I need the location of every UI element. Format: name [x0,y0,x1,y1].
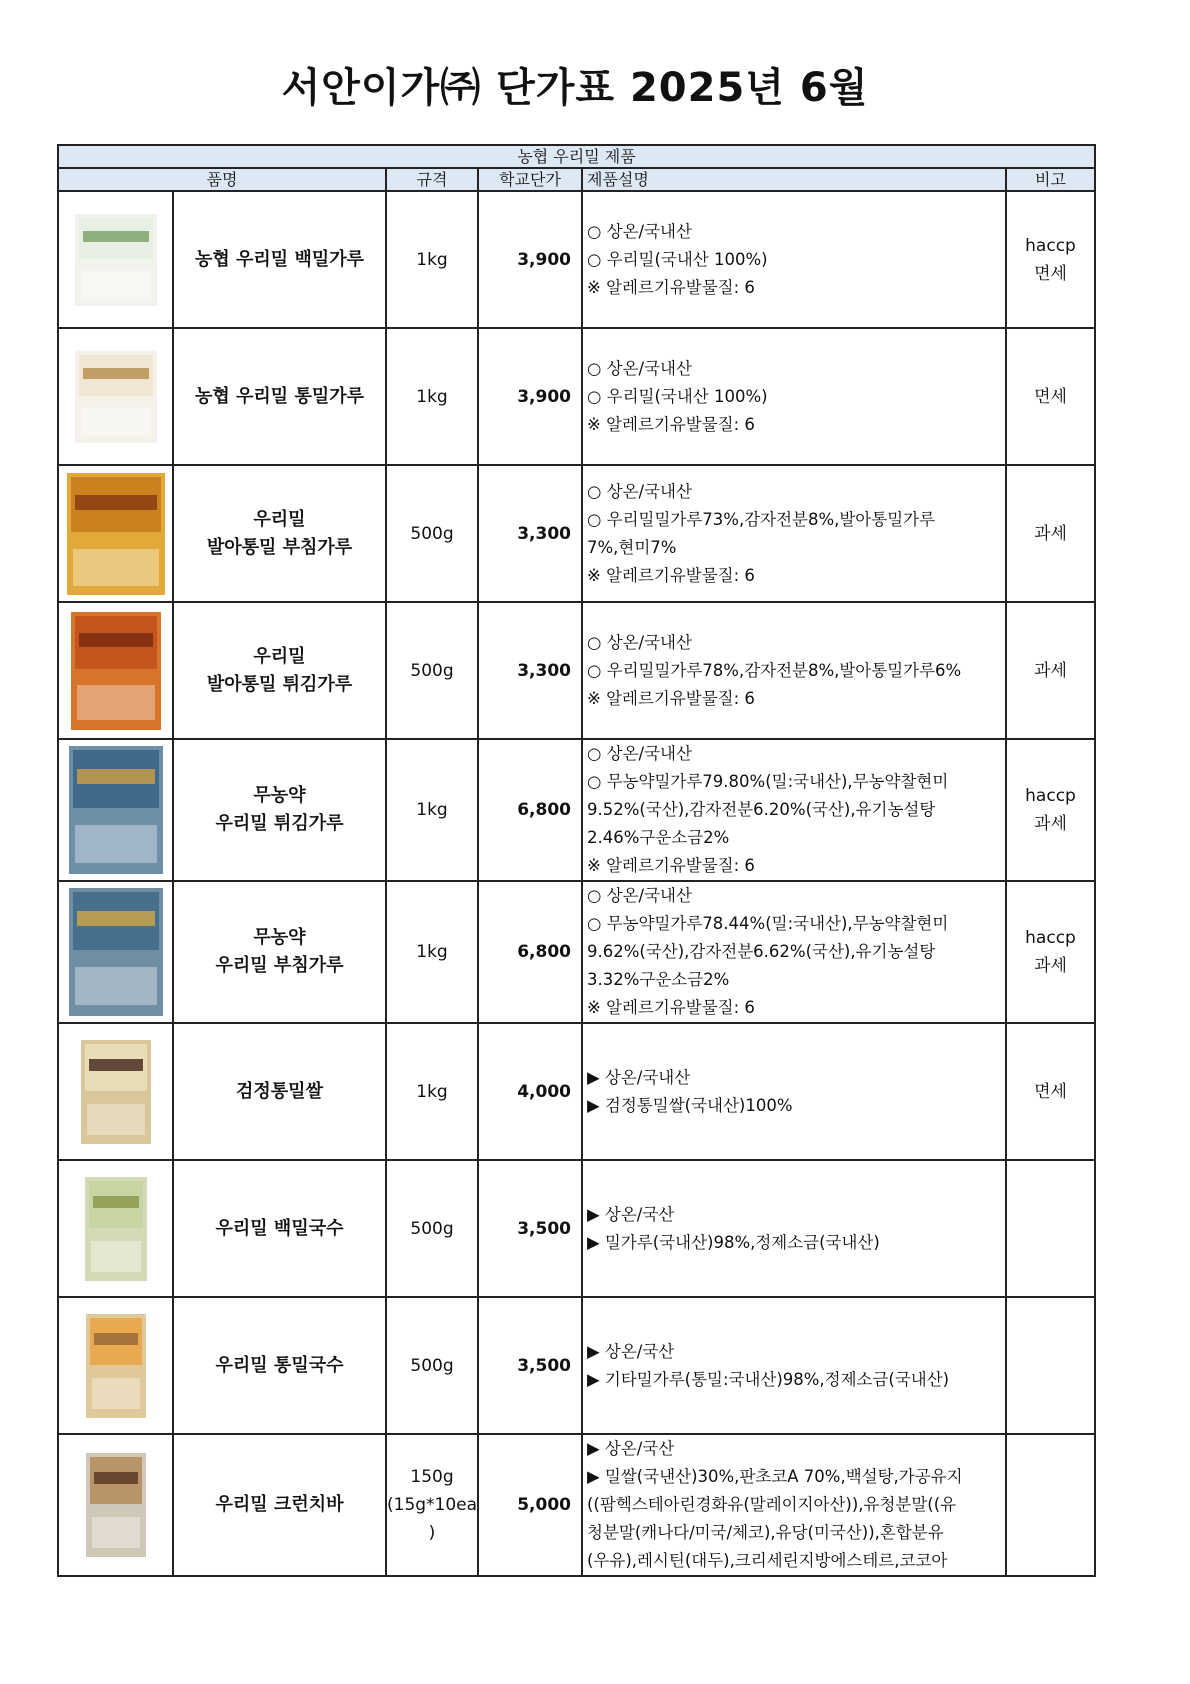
product-spec-line: 150g [410,1467,454,1487]
product-price: 5,000 [478,1434,582,1576]
table-row [58,1023,1095,1160]
col-header-name: 품명 [58,168,386,191]
product-description-line: 9.62%(국산),감자전분6.62%(국산),유기농설탕 [587,942,936,961]
product-name-cell [173,1434,386,1576]
product-description-cell [582,602,1006,739]
product-note-cell [1006,328,1095,465]
product-spec-cell [386,1023,478,1160]
product-note-cell [1006,191,1095,328]
product-description-line: ※ 알레르기유발물질: 6 [587,277,755,297]
product-note-line: 과세 [1034,523,1067,544]
product-image-cell [58,1023,173,1160]
product-description-line: ○ 상온/국내산 [587,481,692,501]
product-note-line: 과세 [1034,660,1067,681]
product-spec-line: 1kg [416,942,448,962]
product-name-line: 농협 우리밀 통밀가루 [194,385,365,407]
product-image-cell [58,881,173,1023]
product-spec-line: ) [428,1523,436,1543]
table-row [58,191,1095,328]
table-row [58,602,1095,739]
product-image-cell [58,1434,173,1576]
product-description-cell [582,881,1006,1023]
product-description-line: ※ 알레르기유발물질: 6 [587,688,755,708]
product-spec-cell [386,739,478,881]
product-name-cell [173,1160,386,1297]
product-image [71,612,161,730]
product-description-line: (우유),레시틴(대두),크리세린지방에스테르,코코아 [587,1551,948,1570]
product-description-cell [582,1297,1006,1434]
product-note-cell [1006,1160,1095,1297]
product-spec-line: 500g [410,1355,454,1376]
product-spec-line: 1kg [416,1081,448,1102]
product-price: 6,800 [478,739,582,881]
product-note-cell [1006,881,1095,1023]
product-spec-line: 1kg [416,800,448,820]
product-description-cell [582,191,1006,328]
product-spec-cell [386,1434,478,1576]
product-name-line: 무농약 [253,785,306,806]
product-name-cell [173,881,386,1023]
table-row [58,1297,1095,1434]
product-description-line: ○ 상온/국내산 [587,358,692,378]
table-row [58,739,1095,881]
product-description-line: 2.46%구운소금2% [587,828,730,847]
product-name-line: 발아통밀 부침가루 [206,536,353,558]
product-image [75,351,157,443]
table-row [58,881,1095,1023]
product-price: 4,000 [478,1023,582,1160]
product-description-cell [582,1160,1006,1297]
product-note-line: 면세 [1034,263,1067,284]
product-price: 3,500 [478,1160,582,1297]
product-image-cell [58,1297,173,1434]
product-spec-cell [386,328,478,465]
col-header-description: 제품설명 [582,168,1006,191]
product-note-line: 면세 [1034,386,1067,407]
product-description-line: ▶ 밀가루(국내산)98%,정제소금(국내산) [587,1232,880,1252]
product-description-line: ▶ 밀쌀(국낸산)30%,판초코A 70%,백설탕,가공유지 [587,1467,963,1486]
product-image [69,746,163,874]
product-description-line: ○ 우리밀(국내산 100%) [587,386,768,406]
table-row [58,1434,1095,1576]
product-note-cell [1006,465,1095,602]
product-name-line: 우리밀 [253,645,306,667]
product-price: 3,900 [478,328,582,465]
product-image-cell [58,191,173,328]
product-description-cell [582,1434,1006,1576]
product-description-line: ○ 무농약밀가루79.80%(밀:국내산),무농약찰현미 [587,772,949,791]
product-name-line: 농협 우리밀 백밀가루 [194,248,365,270]
product-description-line: ※ 알레르기유발물질: 6 [587,414,755,434]
product-description-line: ▶ 상온/국산 [587,1341,675,1361]
product-name-cell [173,465,386,602]
product-spec-line: 1kg [416,249,448,270]
product-description-line: ○ 무농약밀가루78.44%(밀:국내산),무농약찰현미 [587,914,949,933]
product-image [85,1177,147,1281]
product-description-line: ○ 우리밀밀가루73%,감자전분8%,발아통밀가루 [587,509,936,529]
product-description-cell [582,739,1006,881]
product-name-line: 검정통밀쌀 [236,1080,323,1102]
product-description-line: ○ 상온/국내산 [587,221,692,241]
product-description-line: ○ 상온/국내산 [587,632,692,652]
product-name-line: 우리밀 크런치바 [215,1494,344,1515]
table-row [58,465,1095,602]
product-price: 3,300 [478,465,582,602]
product-note-cell [1006,602,1095,739]
product-image [86,1453,146,1557]
product-description-cell [582,328,1006,465]
product-image [69,888,163,1016]
page-title: 서안이가㈜ 단가표 2025년 6월 [281,65,869,111]
product-note-cell [1006,1023,1095,1160]
product-name-cell [173,1297,386,1434]
product-note-line: haccp [1025,928,1076,948]
product-image-cell [58,328,173,465]
col-header-note: 비고 [1006,168,1095,191]
product-image-cell [58,465,173,602]
product-description-line: ▶ 검정통밀쌀(국내산)100% [587,1095,793,1115]
product-description-line: ○ 우리밀(국내산 100%) [587,249,768,269]
section-header: 농협 우리밀 제품 [58,145,1095,168]
product-name-line: 우리밀 부침가루 [215,955,344,976]
product-name-line: 우리밀 백밀국수 [215,1217,344,1239]
product-name-line: 우리밀 [253,508,306,530]
product-image [75,214,157,306]
product-note-cell [1006,739,1095,881]
product-description-line: ▶ 상온/국산 [587,1439,675,1458]
product-image-cell [58,739,173,881]
product-note-line: 과세 [1034,956,1067,976]
product-spec-line: 500g [410,660,454,681]
product-spec-cell [386,1160,478,1297]
product-description-line: ▶ 상온/국산 [587,1204,675,1224]
product-name-line: 우리밀 튀김가루 [215,813,344,834]
product-description-line: ○ 상온/국내산 [587,744,692,763]
col-header-spec: 규격 [386,168,478,191]
product-spec-cell [386,602,478,739]
product-name-line: 무농약 [253,927,306,948]
product-name-line: 우리밀 통밀국수 [215,1354,344,1376]
product-spec-cell [386,881,478,1023]
product-description-line: ※ 알레르기유발물질: 6 [587,998,755,1017]
product-spec-line: 1kg [416,386,448,407]
table-row [58,328,1095,465]
product-description-line: ※ 알레르기유발물질: 6 [587,565,755,585]
product-spec-line: 500g [410,1218,454,1239]
product-note-line: haccp [1025,235,1076,256]
product-image [86,1314,146,1418]
product-spec-cell [386,1297,478,1434]
product-description-line: ○ 상온/국내산 [587,886,692,905]
product-description-line: 청분말(캐나다/미국/체코),유당(미국산)),혼합분유 [587,1523,944,1542]
product-description-line: 3.32%구운소금2% [587,970,730,989]
product-image [81,1040,151,1144]
product-price: 3,500 [478,1297,582,1434]
product-description-line: ▶ 상온/국내산 [587,1067,691,1087]
product-description-cell [582,465,1006,602]
product-name-cell [173,1023,386,1160]
product-description-line: ○ 우리밀밀가루78%,감자전분8%,발아통밀가루6% [587,660,962,680]
product-note-line: 면세 [1034,1081,1067,1102]
product-image [67,473,165,595]
product-spec-line: (15g*10ea [387,1495,478,1515]
product-note-line: 과세 [1034,814,1067,834]
product-description-line: ※ 알레르기유발물질: 6 [587,856,755,875]
product-name-cell [173,602,386,739]
product-price: 3,900 [478,191,582,328]
table-row [58,1160,1095,1297]
product-name-cell [173,739,386,881]
product-description-line: ((팜헥스테아린경화유(말레이지아산)),유청분말((유 [587,1495,957,1514]
product-description-line: 9.52%(국산),감자전분6.20%(국산),유기농설탕 [587,800,936,819]
price-table [57,144,1096,1577]
product-spec-cell [386,191,478,328]
product-name-cell [173,328,386,465]
product-spec-cell [386,465,478,602]
product-spec-line: 500g [410,523,454,544]
product-description-cell [582,1023,1006,1160]
product-description-line: 7%,현미7% [587,537,677,557]
product-note-cell [1006,1434,1095,1576]
product-price: 6,800 [478,881,582,1023]
product-description-line: ▶ 기타밀가루(통밀:국내산)98%,정제소금(국내산) [587,1369,950,1389]
product-note-cell [1006,1297,1095,1434]
col-header-price: 학교단가 [478,168,582,191]
product-name-cell [173,191,386,328]
product-price: 3,300 [478,602,582,739]
product-image-cell [58,1160,173,1297]
product-name-line: 발아통밀 튀김가루 [206,673,353,695]
product-note-line: haccp [1025,786,1076,806]
product-image-cell [58,602,173,739]
